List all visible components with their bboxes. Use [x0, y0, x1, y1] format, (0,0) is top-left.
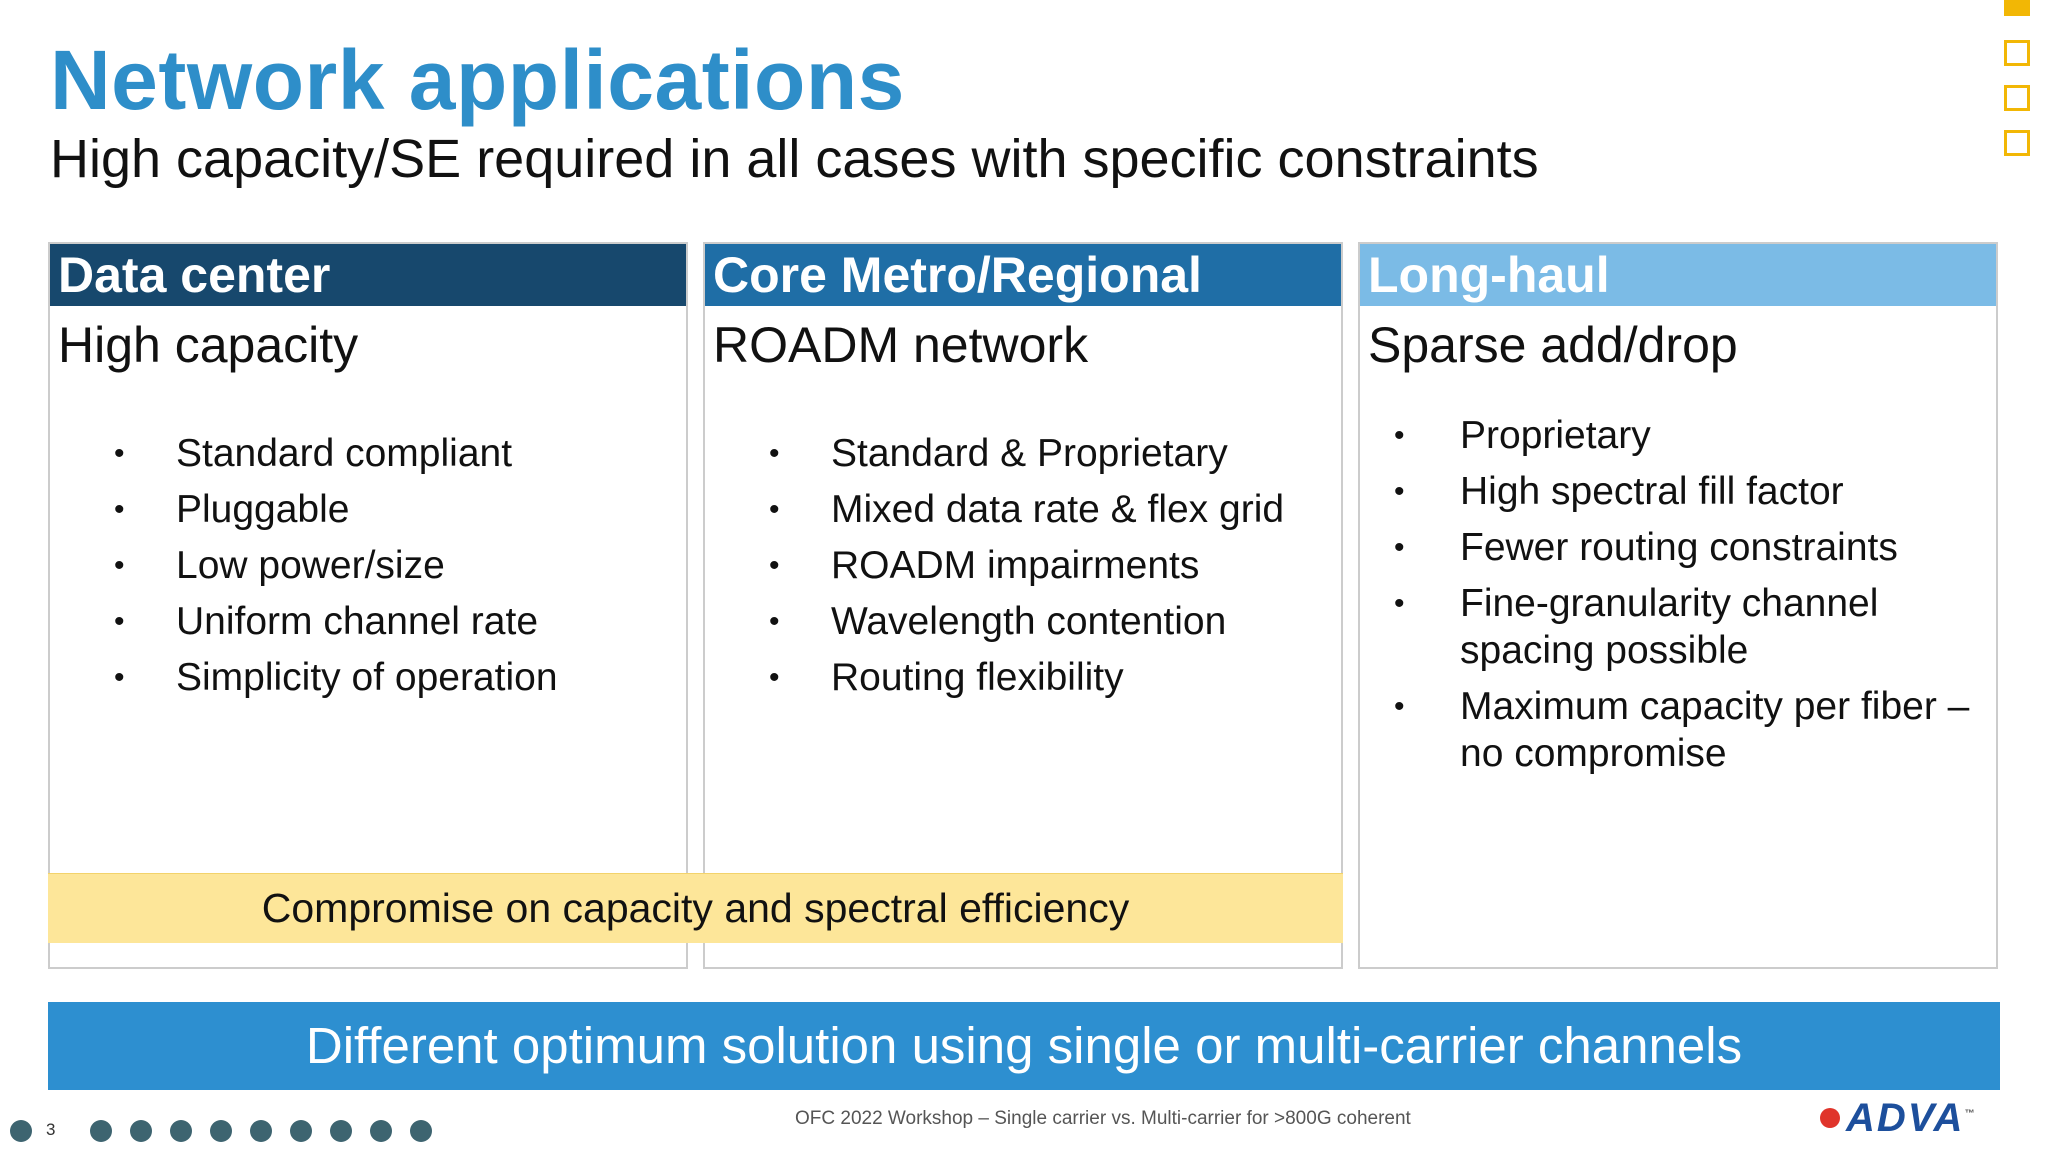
nav-dot[interactable]: [330, 1120, 352, 1142]
bullet-dot-icon: •: [114, 437, 125, 470]
bullet-dot-icon: •: [1394, 690, 1405, 723]
column-header: Data center: [50, 244, 686, 306]
footer-text: OFC 2022 Workshop – Single carrier vs. Multi-carrier for >800G coherent: [795, 1108, 1411, 1129]
nav-dot[interactable]: [130, 1120, 152, 1142]
bullet-dot-icon: •: [769, 493, 780, 526]
bullet-item: • Routing flexibility: [769, 656, 1124, 699]
column-long-haul: [1358, 242, 1998, 969]
nav-dot[interactable]: [170, 1120, 192, 1142]
bullet-item: • Uniform channel rate: [114, 600, 539, 643]
column-core-metro: [703, 242, 1343, 969]
bullet-item: • Pluggable: [114, 488, 350, 531]
logo-mark-icon: [1820, 1108, 1840, 1128]
column-subheader: ROADM network: [713, 317, 1089, 373]
nav-dot[interactable]: [90, 1120, 112, 1142]
bullet-list: [50, 430, 686, 701]
nav-dot[interactable]: [290, 1120, 312, 1142]
conclusion-banner: Different optimum solution using single or multi-carrier channels: [48, 1002, 2000, 1090]
page-number: 3: [46, 1120, 56, 1139]
slide-title: Network applications: [50, 33, 905, 127]
bullet-dot-icon: •: [769, 437, 780, 470]
compromise-note: Compromise on capacity and spectral efficiency: [48, 873, 1343, 943]
bullet-dot-icon: •: [769, 605, 780, 638]
bullet-dot-icon: •: [1394, 419, 1405, 452]
nav-dot[interactable]: [410, 1120, 432, 1142]
column-data-center: [48, 242, 688, 969]
bullet-dot-icon: •: [769, 661, 780, 694]
adva-logo: [1820, 1096, 1977, 1140]
bullet-dot-icon: •: [1394, 587, 1405, 620]
nav-dot[interactable]: [370, 1120, 392, 1142]
bullet-dot-icon: •: [114, 661, 125, 694]
bullet-list: [705, 430, 1341, 701]
corner-markers: [2004, 0, 2038, 175]
column-header: Core Metro/Regional: [705, 244, 1341, 306]
column-subheader: High capacity: [58, 317, 359, 373]
nav-dot[interactable]: [250, 1120, 272, 1142]
bullet-item: • Standard & Proprietary: [769, 432, 1228, 475]
corner-marker-filled: [2004, 0, 2030, 16]
column-subheader: Sparse add/drop: [1368, 317, 1738, 373]
bullet-item: • Standard compliant: [114, 432, 513, 475]
bullet-item: • Wavelength contention: [769, 600, 1227, 643]
bullet-item: • Fewer routing constraints: [1394, 526, 1898, 569]
nav-dot[interactable]: [10, 1120, 32, 1142]
bullet-item: • Mixed data rate & flex grid: [769, 488, 1285, 531]
bullet-list: [1360, 412, 1996, 777]
bullet-item: • Fine-granularity channel spacing possible: [1394, 582, 1879, 672]
bullet-item: • Low power/size: [114, 544, 445, 587]
logo-text: ADVA: [1846, 1096, 1965, 1140]
bullet-item: • Simplicity of operation: [114, 656, 558, 699]
bullet-item: • ROADM impairments: [769, 544, 1200, 587]
bullet-item: • Proprietary: [1394, 414, 1651, 457]
corner-marker: [2004, 85, 2030, 111]
column-header: Long-haul: [1360, 244, 1996, 306]
bullet-dot-icon: •: [769, 549, 780, 582]
bullet-dot-icon: •: [114, 605, 125, 638]
trademark-symbol: ™: [1964, 1108, 1977, 1120]
bullet-dot-icon: •: [1394, 531, 1405, 564]
bullet-dot-icon: •: [1394, 475, 1405, 508]
bullet-item: • Maximum capacity per fiber – no compromise: [1394, 685, 1970, 775]
bullet-dot-icon: •: [114, 493, 125, 526]
slide-subtitle: High capacity/SE required in all cases with specific constraints: [50, 129, 1539, 189]
corner-marker: [2004, 40, 2030, 66]
bullet-item: • High spectral fill factor: [1394, 470, 1844, 513]
nav-dot[interactable]: [210, 1120, 232, 1142]
bullet-dot-icon: •: [114, 549, 125, 582]
corner-marker: [2004, 130, 2030, 156]
